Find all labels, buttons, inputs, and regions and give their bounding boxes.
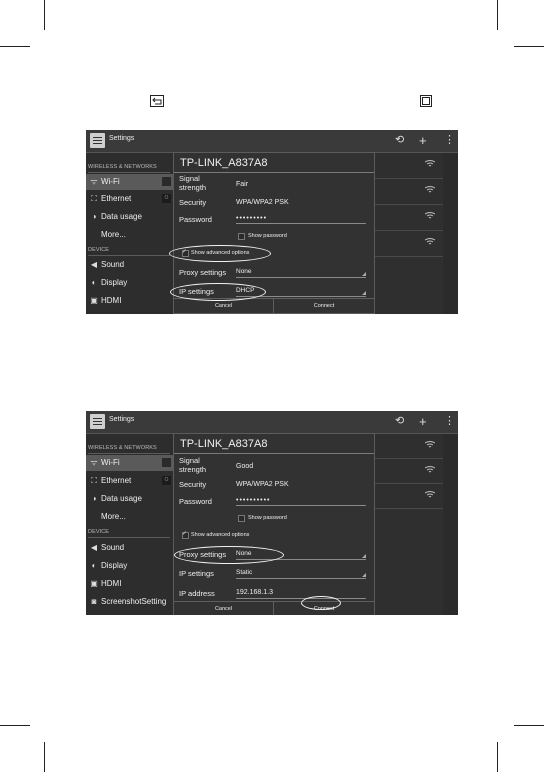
sidebar-item-label: Data usage [101, 494, 142, 503]
cancel-button[interactable]: Cancel [174, 299, 274, 313]
sidebar-item-sound[interactable] [86, 257, 173, 273]
camera-icon: ◙ [91, 597, 97, 606]
show-password-label: Show password [248, 233, 287, 239]
show-advanced-checkbox[interactable] [182, 532, 189, 539]
settings-app-icon[interactable] [90, 133, 105, 148]
ethernet-icon: ⛶ [91, 476, 97, 485]
ip-settings-label: IP settings [179, 569, 214, 578]
show-advanced-label: Show advanced options [191, 250, 250, 256]
show-advanced-checkbox[interactable] [182, 250, 189, 257]
ethernet-toggle[interactable]: O [162, 194, 171, 203]
ip-settings-dropdown[interactable] [236, 568, 366, 579]
overflow-menu-icon[interactable]: ⋮ [444, 134, 455, 146]
sync-icon[interactable]: ⟲ [395, 134, 405, 146]
divider [88, 537, 170, 538]
divider [174, 172, 374, 173]
sync-icon[interactable]: ⟲ [395, 415, 405, 427]
crop-mark [44, 0, 45, 30]
sidebar-item-label: Wi-Fi [101, 177, 120, 186]
ip-settings-dropdown[interactable] [236, 286, 366, 297]
sidebar-item-ethernet[interactable] [86, 473, 173, 489]
crop-mark [514, 46, 544, 47]
recent-apps-icon [420, 95, 432, 107]
section-header-device: DEVICE [88, 247, 110, 253]
sidebar-item-more[interactable] [86, 227, 173, 243]
proxy-settings-value: None [236, 550, 252, 557]
ethernet-icon: ⛶ [91, 194, 97, 203]
network-row[interactable] [373, 459, 443, 484]
dialog-buttons [174, 298, 374, 313]
add-icon[interactable]: + [419, 414, 427, 429]
data-usage-icon: ◑ [91, 212, 97, 221]
show-password-checkbox[interactable] [238, 233, 245, 240]
crop-mark [44, 742, 45, 772]
dialog-title: TP-LINK_A837A8 [180, 157, 268, 169]
ethernet-toggle[interactable]: O [162, 476, 171, 485]
section-header-device: DEVICE [88, 529, 110, 535]
signal-strength-value: Fair [236, 181, 249, 188]
password-label: Password [179, 215, 212, 224]
divider [88, 172, 170, 173]
app-title: Settings [109, 416, 135, 423]
ip-settings-value: Static [236, 569, 253, 576]
crop-mark [497, 0, 498, 30]
security-value: WPA/WPA2 PSK [236, 481, 289, 488]
signal-strength-label: Signal strength [179, 174, 207, 192]
sidebar-item-label: HDMI [101, 296, 122, 305]
display-icon: ◐ [91, 278, 97, 287]
show-password-label: Show password [248, 515, 287, 521]
sidebar-item-label: More... [101, 512, 126, 521]
speaker-icon: ◀ [90, 543, 98, 552]
ip-settings-value: DHCP [236, 287, 255, 294]
settings-app-icon[interactable] [90, 414, 105, 429]
speaker-icon: ◀ [90, 260, 98, 269]
sidebar-item-screenshot-setting[interactable] [86, 594, 173, 610]
network-row[interactable] [373, 231, 443, 257]
action-bar [86, 411, 458, 434]
sidebar-item-label: Ethernet [101, 476, 132, 485]
hdmi-icon: ▣ [90, 296, 98, 305]
sidebar-item-sound[interactable] [86, 540, 173, 556]
overflow-menu-icon[interactable]: ⋮ [444, 415, 455, 427]
wifi-signal-icon [425, 441, 435, 449]
wifi-icon: ᯤ [90, 458, 98, 467]
wifi-network-list [373, 153, 443, 314]
network-row[interactable] [373, 205, 443, 231]
hdmi-icon: ▣ [90, 579, 98, 588]
proxy-settings-dropdown[interactable] [236, 549, 366, 560]
wifi-signal-icon [425, 160, 435, 168]
proxy-settings-label: Proxy settings [179, 268, 227, 277]
sidebar-item-hdmi[interactable] [86, 576, 173, 592]
proxy-settings-value: None [236, 268, 252, 275]
sidebar-item-display[interactable] [86, 558, 173, 574]
network-row[interactable] [373, 153, 443, 179]
dialog-buttons [174, 601, 374, 615]
wifi-connect-dialog [173, 433, 375, 615]
proxy-settings-label: Proxy settings [179, 550, 227, 559]
wifi-network-list [373, 434, 443, 615]
sidebar-item-label: More... [101, 230, 126, 239]
ip-settings-label: IP settings [179, 287, 214, 296]
wifi-signal-icon [425, 238, 435, 246]
data-usage-icon: ◑ [91, 494, 97, 503]
action-bar [86, 130, 458, 153]
settings-screenshot-2 [86, 411, 458, 615]
sidebar-item-label: Wi-Fi [101, 458, 120, 467]
crop-mark [497, 742, 498, 772]
sidebar-item-label: Data usage [101, 212, 142, 221]
settings-screenshot-1 [86, 130, 458, 314]
connect-button[interactable]: Connect [313, 303, 335, 309]
divider [174, 453, 374, 454]
network-row[interactable] [373, 484, 443, 509]
wifi-signal-icon [425, 466, 435, 474]
ip-address-input[interactable]: 192.168.1.3 [236, 588, 366, 599]
sidebar-item-data-usage[interactable] [86, 491, 173, 507]
password-input[interactable]: ••••••••• [236, 214, 366, 224]
wifi-icon: ᯤ [90, 177, 98, 186]
sidebar-item-data-usage[interactable] [86, 209, 173, 225]
proxy-settings-dropdown[interactable] [236, 267, 366, 278]
sidebar [86, 153, 173, 314]
sidebar-item-label: Sound [101, 543, 125, 552]
add-icon[interactable]: + [419, 133, 427, 148]
sidebar-item-label: Display [101, 561, 128, 570]
divider [88, 453, 170, 454]
section-header-wireless: WIRELESS & NETWORKS [88, 445, 157, 451]
back-arrow-icon [150, 95, 164, 107]
app-title: Settings [109, 135, 135, 142]
divider [88, 255, 170, 256]
sidebar-item-wifi[interactable] [86, 455, 173, 471]
ip-address-label: IP address [179, 589, 215, 598]
sidebar-item-hdmi[interactable] [86, 293, 173, 309]
password-label: Password [179, 497, 212, 506]
sidebar-item-ethernet[interactable] [86, 191, 173, 207]
wifi-signal-icon [425, 212, 435, 220]
show-advanced-label: Show advanced options [191, 532, 250, 538]
wifi-toggle[interactable] [162, 458, 171, 467]
network-row[interactable] [373, 179, 443, 205]
network-row[interactable] [373, 434, 443, 459]
crop-mark [514, 725, 544, 726]
sidebar-item-more[interactable] [86, 509, 173, 525]
signal-strength-value: Good [236, 463, 254, 470]
sidebar-item-label: HDMI [101, 579, 122, 588]
signal-strength-label: Signal strength [179, 456, 207, 474]
password-input[interactable]: •••••••••• [236, 496, 366, 506]
security-value: WPA/WPA2 PSK [236, 199, 289, 206]
show-password-checkbox[interactable] [238, 515, 245, 522]
display-icon: ◐ [91, 561, 97, 570]
crop-mark [0, 725, 30, 726]
cancel-button[interactable]: Cancel [174, 602, 274, 615]
section-header-wireless: WIRELESS & NETWORKS [88, 164, 157, 170]
security-label: Security [179, 480, 207, 489]
wifi-connect-dialog [173, 152, 375, 314]
dialog-title: TP-LINK_A837A8 [180, 438, 268, 450]
sidebar-item-label: Sound [101, 260, 125, 269]
wifi-toggle[interactable] [162, 177, 171, 186]
wifi-signal-icon [425, 491, 435, 499]
sidebar-item-label: Display [101, 278, 128, 287]
security-label: Security [179, 198, 207, 207]
sidebar-item-label: ScreenshotSetting [101, 597, 167, 606]
wifi-signal-icon [425, 186, 435, 194]
sidebar-item-display[interactable] [86, 275, 173, 291]
connect-button[interactable]: Connect [313, 606, 335, 612]
crop-mark [0, 46, 30, 47]
sidebar-item-label: Ethernet [101, 194, 132, 203]
sidebar [86, 434, 173, 615]
sidebar-item-wifi[interactable] [86, 174, 173, 190]
